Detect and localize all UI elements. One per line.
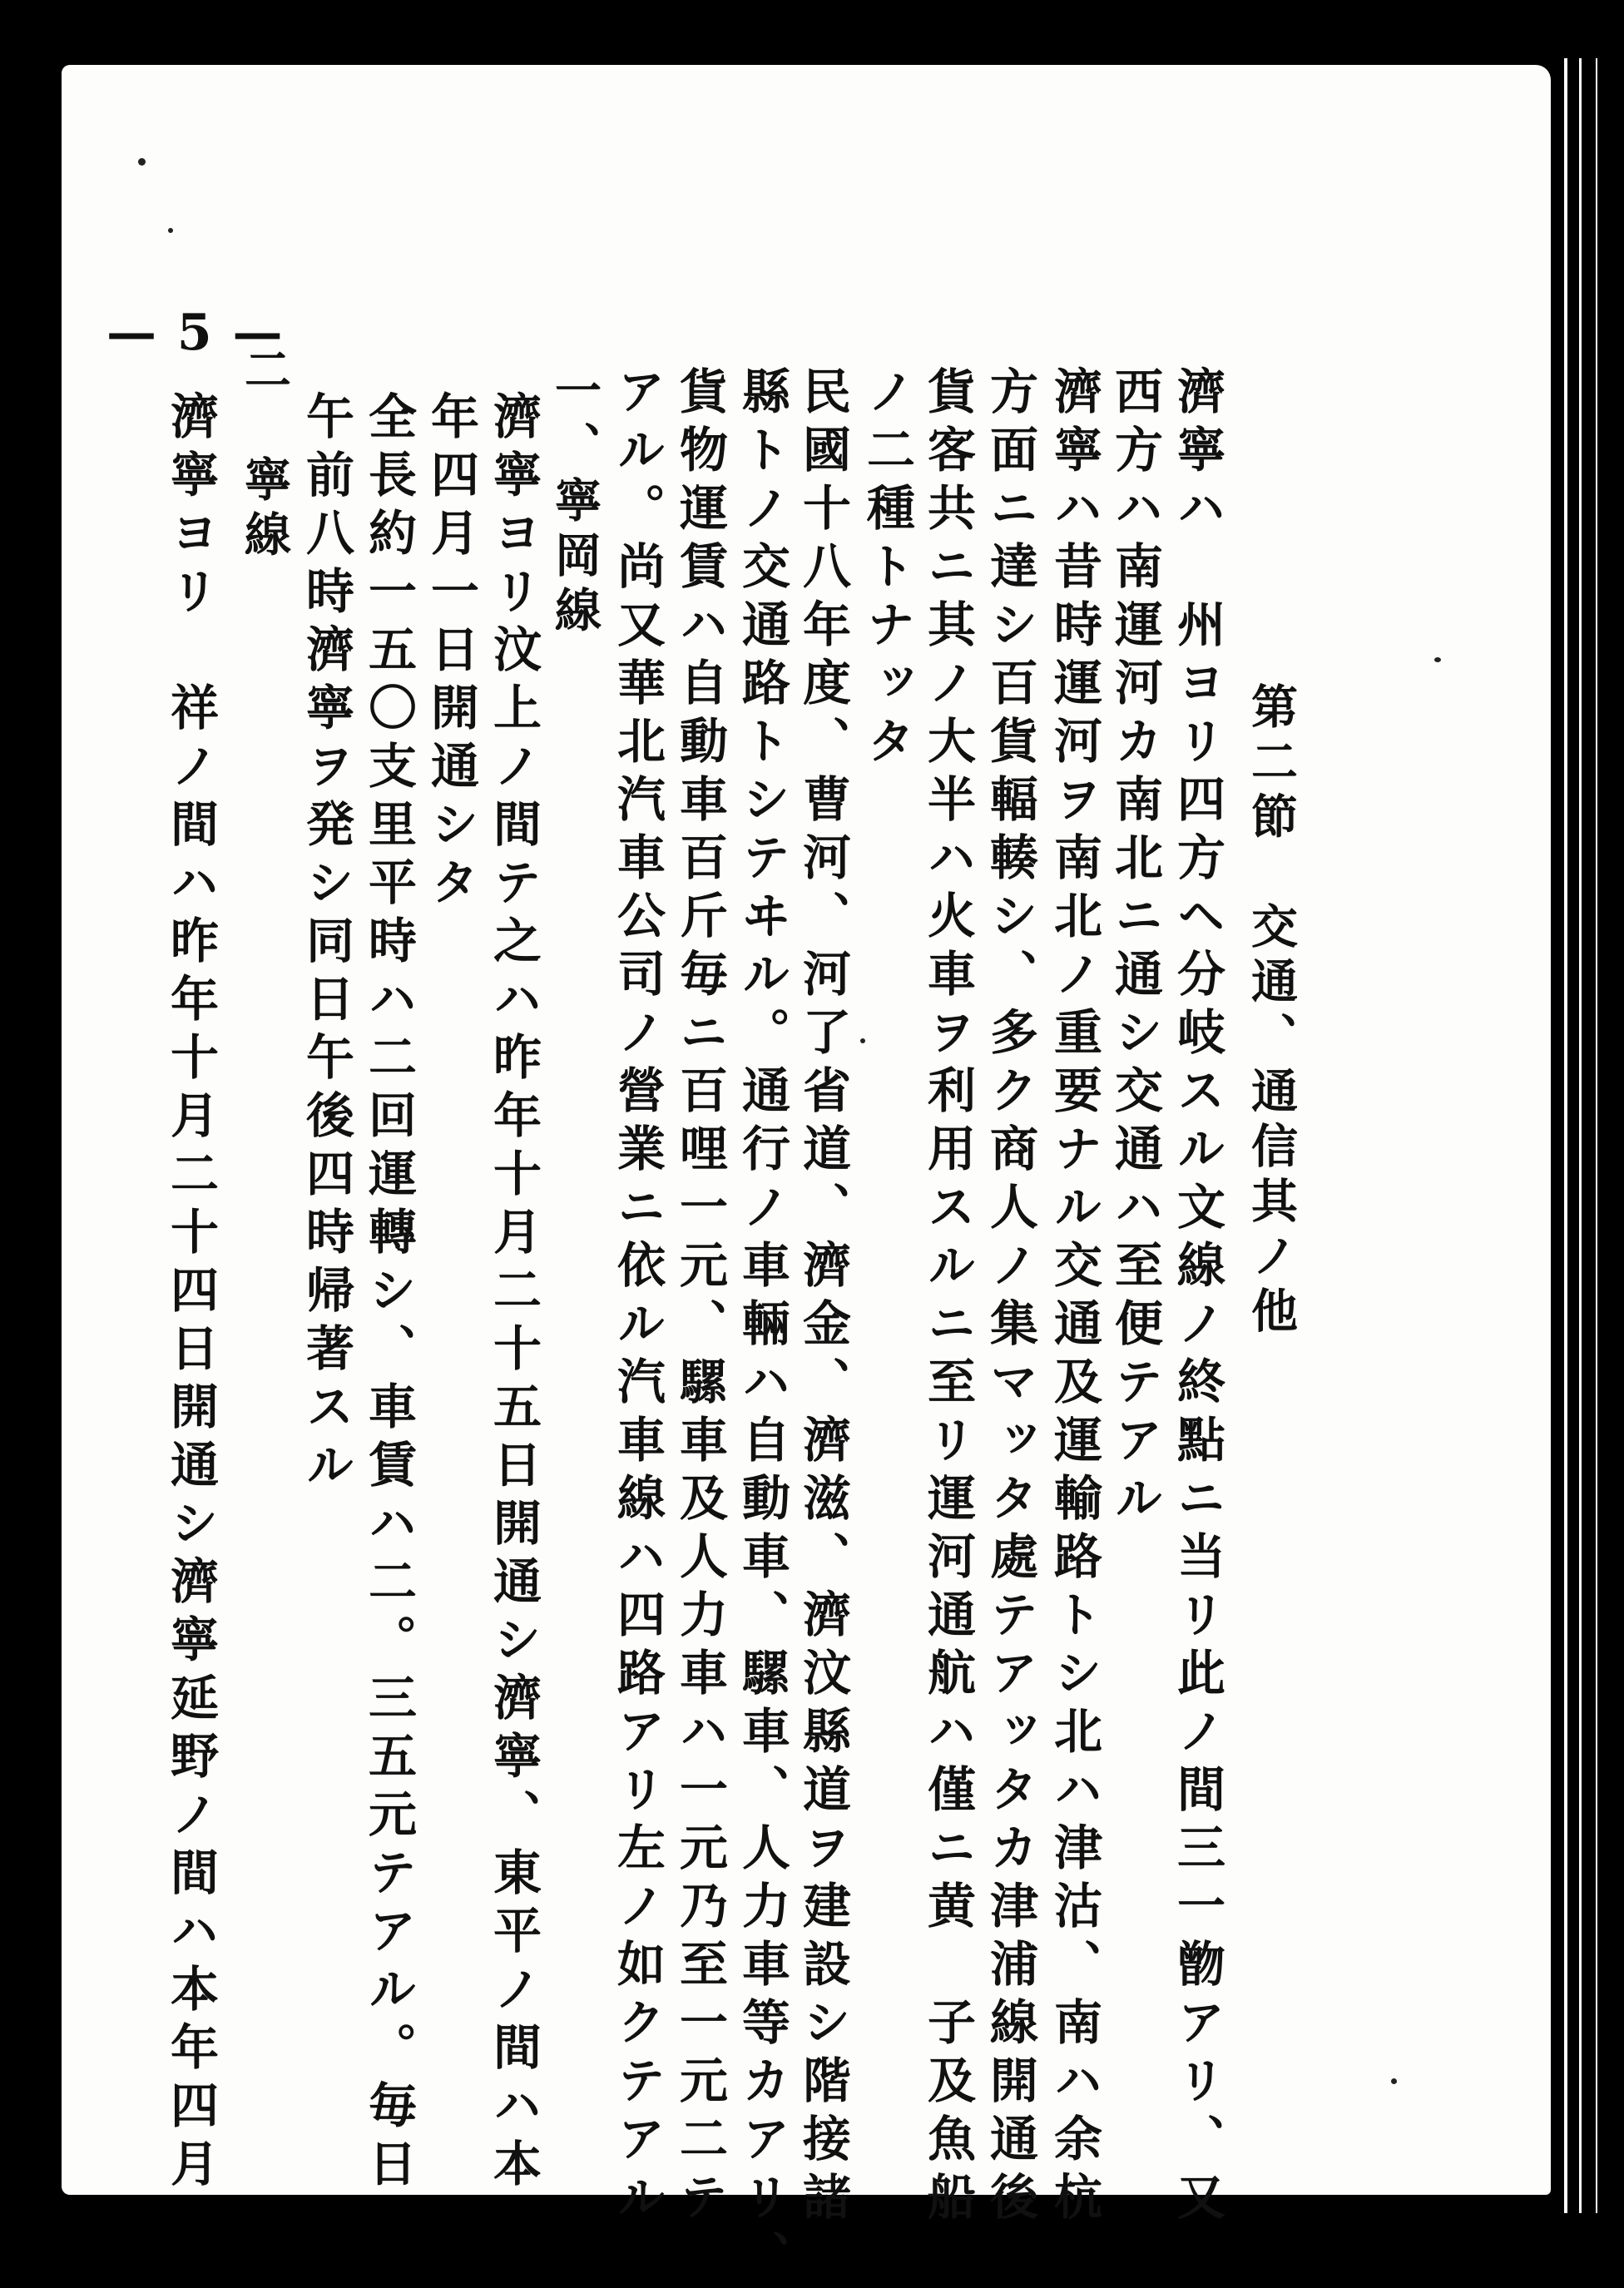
section-title: 第二節 交通、通信其ノ他 [1244,682,1299,1341]
text-column: 濟寧ハ 州ヨリ四方ヘ分岐スル文線ノ終點ニ当リ此ノ間三一朆アリ、又 [1169,366,1225,2230]
text-column: アル。尚又華北汽車公司ノ營業ニ依ル汽車線ハ四路アリ左ノ如クテアル [609,366,666,2230]
text-column: 縣トノ交通路トシテヰル。通行ノ車輛ハ自動車、騾車、人力車等カアリ、 [734,366,790,2288]
text-column: 濟寧ヨリ 祥ノ間ハ昨年十月二十四日開通シ濟寧延野ノ間ハ本年四月 [162,391,219,2196]
text-column: 民國十八年度、曹河、河了省道、濟金、濟滋、濟汶縣道ヲ建設シ階接諸 [795,366,851,2230]
text-column: ノ二種トナッタ [859,366,915,774]
text-column: 濟寧ハ昔時運河ヲ南北ノ重要ナル交通及運輸路トシ北ハ津沽、南ハ余杭 [1046,366,1102,2230]
page-number: — 5 — [106,304,285,362]
text-column: 全長約一五〇支里平時ハ二回運轉シ、車賃ハ二。三五元テアル。毎日 [360,391,417,2196]
text-column: 年四月一日開通シタ [423,391,479,915]
text-column: 午前八時濟寧ヲ発シ同日午後四時帰著スル [298,391,354,1498]
book-edge-line [1564,58,1567,2213]
text-column: 方面ニ達シ百貨輻輳シ、多ク商人ノ集マッタ處テアッタカ津浦線開通後 [982,366,1038,2230]
ink-speck [860,1038,865,1043]
subsection-heading: 一、寧岡線 [547,366,602,641]
book-edge-line [1596,58,1597,2213]
ink-speck [138,158,146,166]
ink-speck [1434,657,1441,662]
ink-speck [168,228,173,233]
ink-speck [1391,2078,1397,2084]
book-edge-line [1579,58,1582,2213]
subsection-heading: 二 寧線 [237,345,292,565]
text-column: 西方ハ南運河カ南北ニ通シ交通ハ至便テアル [1107,366,1163,1531]
text-column: 濟寧ヨリ汶上ノ間テ之ハ昨年十月二十五日開通シ濟寧、東平ノ間ハ本 [485,391,542,2196]
text-column: 貨客共ニ其ノ大半ハ火車ヲ利用スルニ至リ運河通航ハ僅ニ黄 子及魚船 [919,366,976,2230]
text-column: 貨物運賃ハ自動車百斤毎ニ百哩一元、騾車及人力車ハ一元乃至一元二テ [671,366,728,2230]
